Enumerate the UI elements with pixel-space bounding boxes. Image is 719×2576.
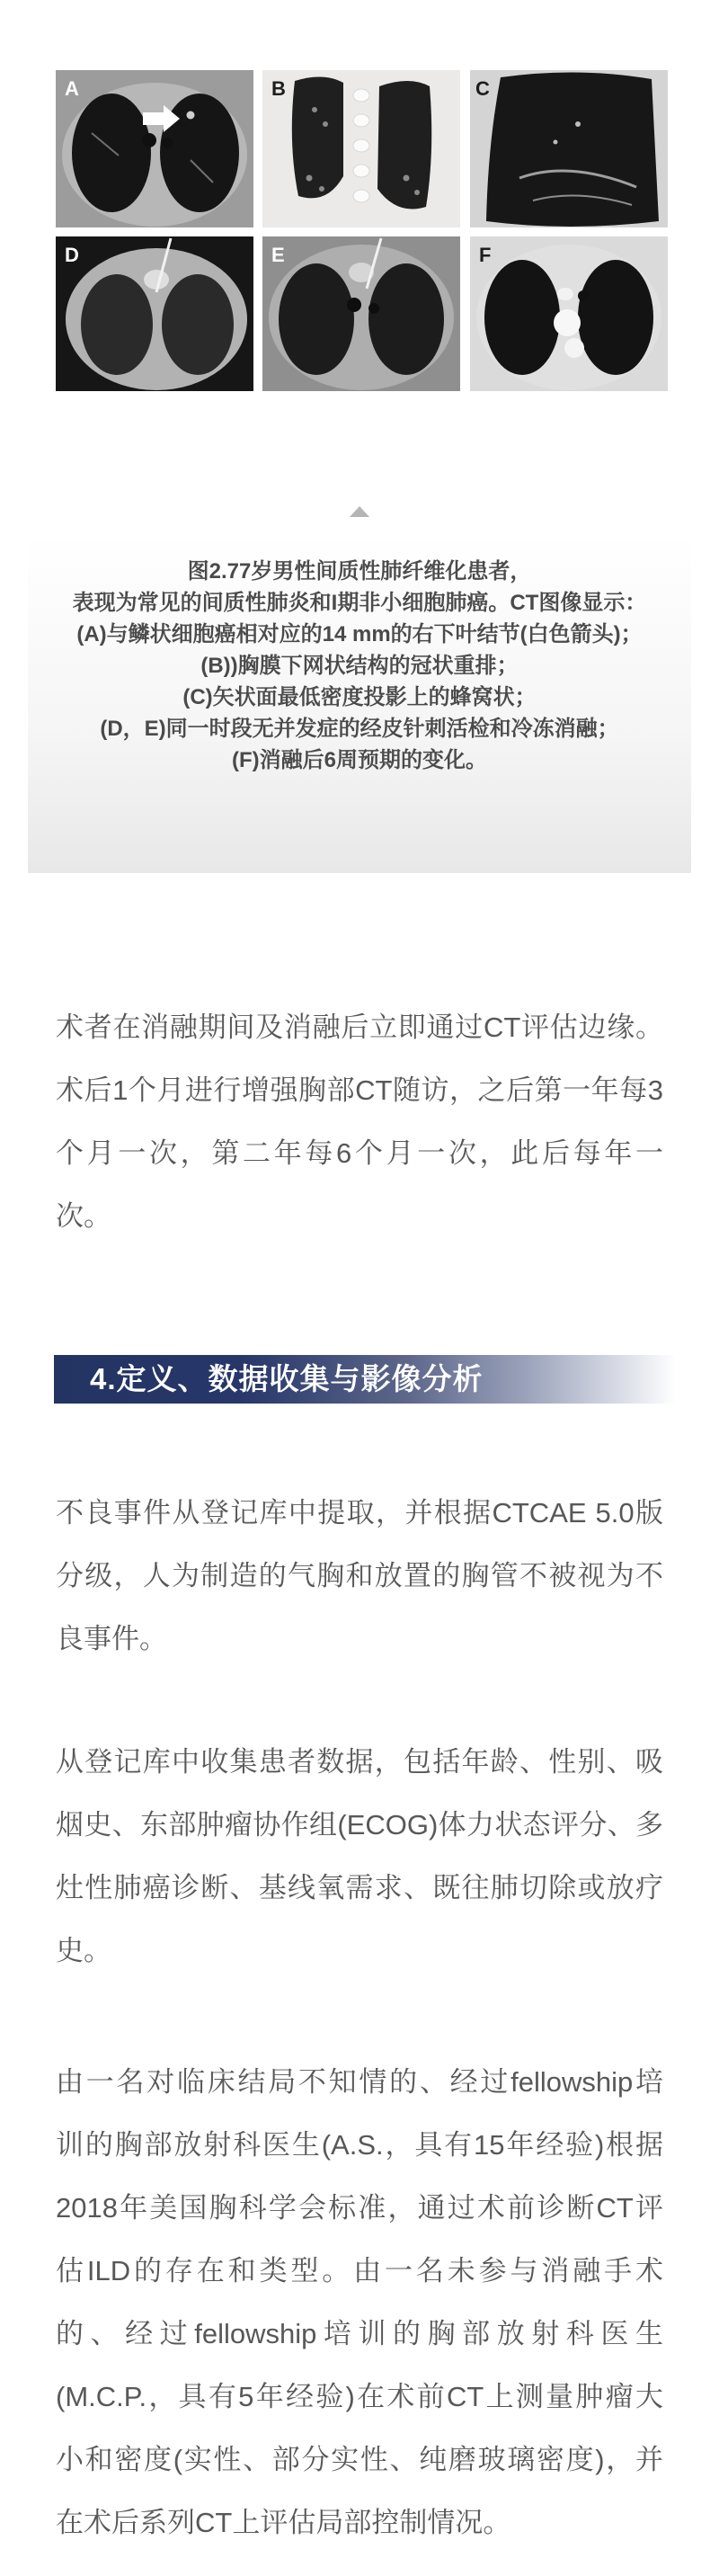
caption-line: 表现为常见的间质性肺炎和I期非小细胞肺癌。CT图像显示： <box>72 591 647 615</box>
paragraph-line: 术者在消融期间及消融后立即通过CT评估边缘。 <box>56 1012 663 1043</box>
paragraph-line: 个月一次，第二年每6个月一次，此后每年一 <box>56 1137 663 1169</box>
triangle-up-icon <box>350 506 369 517</box>
paragraph-line: 分级，人为制造的气胸和放置的胸管不被视为不 <box>56 1560 663 1591</box>
panel-label: B <box>271 77 286 100</box>
paragraph-line: 烟史、东部肿瘤协作组(ECOG)体力状态评分、多 <box>56 1809 663 1841</box>
paragraph-line: 不良事件从登记库中提取，并根据CTCAE 5.0版 <box>56 1497 663 1529</box>
paragraph-line: 小和密度(实性、部分实性、纯磨玻璃密度)，并 <box>56 2444 663 2475</box>
panel-label: F <box>479 244 492 266</box>
caption-line: (F)消融后6周预期的变化。 <box>232 748 487 772</box>
section-header-title: 4.定义、数据收集与影像分析 <box>90 1362 484 1395</box>
caption-line: 图2.77岁男性间质性肺纤维化患者， <box>187 559 532 584</box>
paragraph-line: 训的胸部放射科医生(A.S.，具有15年经验)根据 <box>56 2129 663 2161</box>
paragraph-line: (M.C.P.，具有5年经验)在术前CT上测量肿瘤大 <box>56 2381 663 2412</box>
paragraph-line: 良事件。 <box>56 1623 167 1654</box>
section-header <box>54 1355 676 1404</box>
paragraph-line: 史。 <box>56 1935 111 1966</box>
paragraph-line: 的、经过fellowship培训的胸部放射科医生 <box>56 2318 663 2349</box>
ct-image-b <box>262 70 460 227</box>
paragraph-line: 2018年美国胸科学会标准，通过术前诊断CT评 <box>56 2192 663 2224</box>
paragraph-line: 在术后系列CT上评估局部控制情况。 <box>56 2507 511 2538</box>
paragraph-line: 术后1个月进行增强胸部CT随访，之后第一年每3 <box>56 1074 663 1106</box>
paragraph-line: 次。 <box>56 1200 111 1232</box>
paragraph-line: 由一名对临床结局不知情的、经过fellowship培 <box>56 2066 663 2098</box>
paragraph-line: 从登记库中收集患者数据，包括年龄、性别、吸 <box>56 1746 663 1778</box>
caption-line: (B))胸膜下网状结构的冠状重排； <box>200 654 519 678</box>
caption-line: (C)矢状面最低密度投影上的蜂窝状； <box>182 685 537 709</box>
body-paragraph-2 <box>56 1482 663 1671</box>
ct-image-e <box>262 236 460 391</box>
body-paragraph-1 <box>56 996 663 1248</box>
figure-caption <box>28 556 691 776</box>
paragraph-line: 灶性肺癌诊断、基线氧需求、既往肺切除或放疗 <box>56 1872 663 1903</box>
ct-image-f <box>470 236 668 391</box>
caption-line: (D，E)同一时段无并发症的经皮针刺活检和冷冻消融； <box>100 717 619 741</box>
caption-line: (A)与鳞状细胞癌相对应的14 mm的右下叶结节(白色箭头)； <box>76 622 643 646</box>
panel-label: E <box>271 244 285 266</box>
ct-image-c <box>470 70 668 227</box>
ct-image-a <box>56 70 253 227</box>
body-paragraph-3 <box>56 1731 663 1983</box>
body-paragraph-4 <box>56 2051 663 2554</box>
ct-image-d <box>56 236 253 391</box>
panel-label: D <box>65 244 79 266</box>
paragraph-line: 估ILD的存在和类型。由一名未参与消融手术 <box>56 2255 663 2286</box>
panel-label: A <box>65 77 79 100</box>
panel-label: C <box>475 77 490 100</box>
